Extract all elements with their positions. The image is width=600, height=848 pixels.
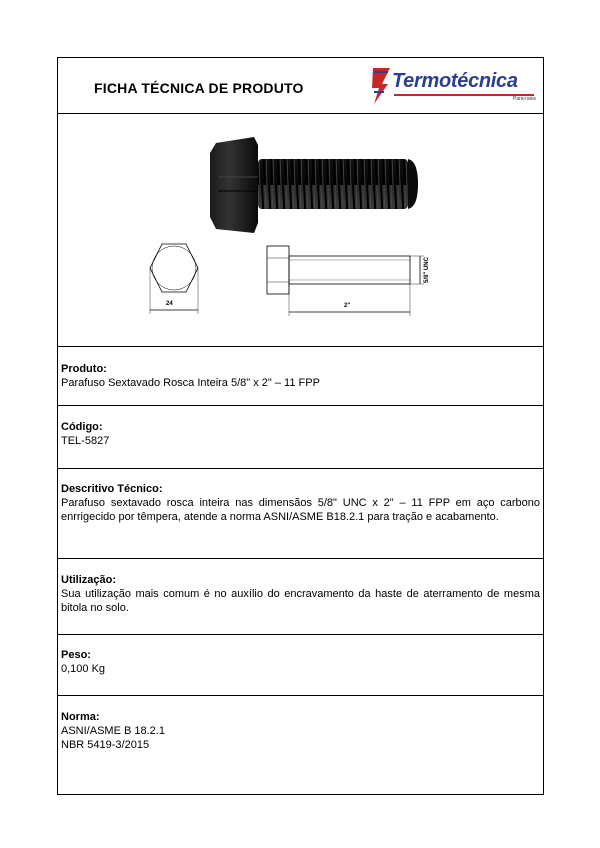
norma-value-1: ASNI/ASME B 18.2.1 bbox=[61, 725, 165, 737]
utilizacao-label: Utilização: bbox=[61, 574, 117, 586]
norma-value-2: NBR 5419-3/2015 bbox=[61, 739, 150, 751]
sheet-header bbox=[58, 58, 543, 114]
bolt-drawing bbox=[58, 238, 545, 328]
divider bbox=[58, 405, 543, 406]
codigo-value: TEL-5827 bbox=[61, 435, 110, 447]
dim-length: 2" bbox=[344, 303, 351, 309]
brand-tagline: Para-raios bbox=[512, 96, 536, 102]
produto-label: Produto: bbox=[61, 363, 107, 375]
peso-value: 0,100 Kg bbox=[61, 663, 106, 675]
dim-thread: 5/8" UNC bbox=[424, 257, 430, 283]
codigo-label: Código: bbox=[61, 421, 103, 433]
norma-label: Norma: bbox=[61, 711, 100, 723]
section-produto bbox=[58, 362, 543, 390]
te-logo-icon bbox=[370, 66, 394, 106]
brand-name: Termotécnica bbox=[392, 70, 518, 92]
peso-label: Peso: bbox=[61, 649, 91, 661]
produto-value: Parafuso Sextavado Rosca Inteira 5/8" x 2" – 11 FPP bbox=[61, 377, 320, 389]
section-descritivo bbox=[58, 482, 543, 524]
descritivo-label: Descritivo Técnico: bbox=[61, 483, 163, 495]
bolt-photo bbox=[58, 125, 545, 245]
divider bbox=[58, 468, 543, 469]
divider bbox=[58, 695, 543, 696]
divider bbox=[58, 558, 543, 559]
dim-head-width: 24 bbox=[166, 301, 173, 307]
page-title: FICHA TÉCNICA DE PRODUTO bbox=[94, 80, 304, 96]
section-codigo bbox=[58, 420, 543, 448]
section-peso bbox=[58, 648, 543, 676]
descritivo-value: Parafuso sextavado rosca inteira nas dimensãos 5/8" UNC x 2" – 11 FPP em aço carbono enrrigecido por têmpera, atende a norma ASNI/ASME B18.2.1 para tração e acabamento. bbox=[61, 497, 540, 523]
brand-logo bbox=[370, 64, 540, 108]
section-norma bbox=[58, 710, 543, 752]
utilizacao-value: Sua utilização mais comum é no auxílio do encravamento da haste de aterramento de mesma bitola no solo. bbox=[61, 588, 540, 614]
divider bbox=[58, 346, 543, 347]
product-images bbox=[58, 113, 543, 346]
technical-sheet bbox=[57, 57, 544, 795]
section-utilizacao bbox=[58, 573, 543, 615]
divider bbox=[58, 634, 543, 635]
